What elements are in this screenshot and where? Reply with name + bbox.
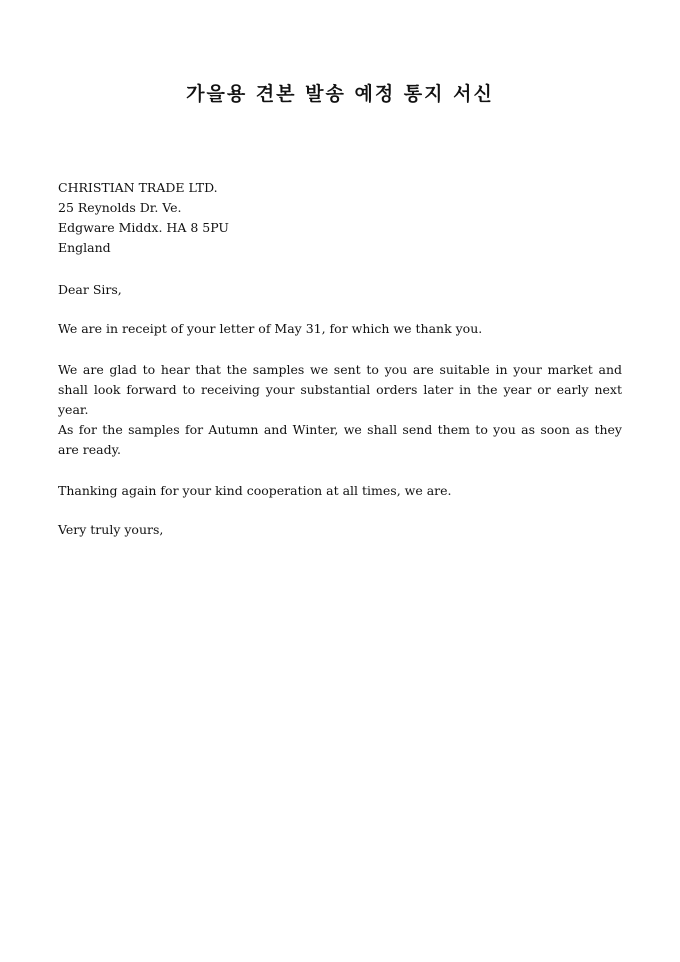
recipient-city: Edgware Middx. HA 8 5PU	[58, 220, 229, 235]
paragraph-receipt: We are in receipt of your letter of May 31, for which we thank you.	[58, 321, 483, 336]
paragraph-autumn-winter: As for the samples for Autumn and Winter, we shall send them to you as soon as they are ready.	[58, 422, 622, 457]
recipient-address	[58, 178, 622, 258]
salutation: Dear Sirs,	[58, 282, 122, 297]
closing: Very truly yours,	[58, 522, 164, 537]
recipient-street: 25 Reynolds Dr. Ve.	[58, 200, 182, 215]
paragraph-thanks: Thanking again for your kind cooperation at all times, we are.	[58, 483, 452, 498]
recipient-company: CHRISTIAN TRADE LTD.	[58, 180, 218, 195]
document-title: 가을용 견본 발송 예정 통지 서신	[186, 83, 494, 105]
recipient-country: England	[58, 240, 111, 255]
paragraph-samples-suitable: We are glad to hear that the samples we sent to you are suitable in your market and shall look forward to receiving your substantial orders later in the year or early next year.	[58, 362, 622, 417]
